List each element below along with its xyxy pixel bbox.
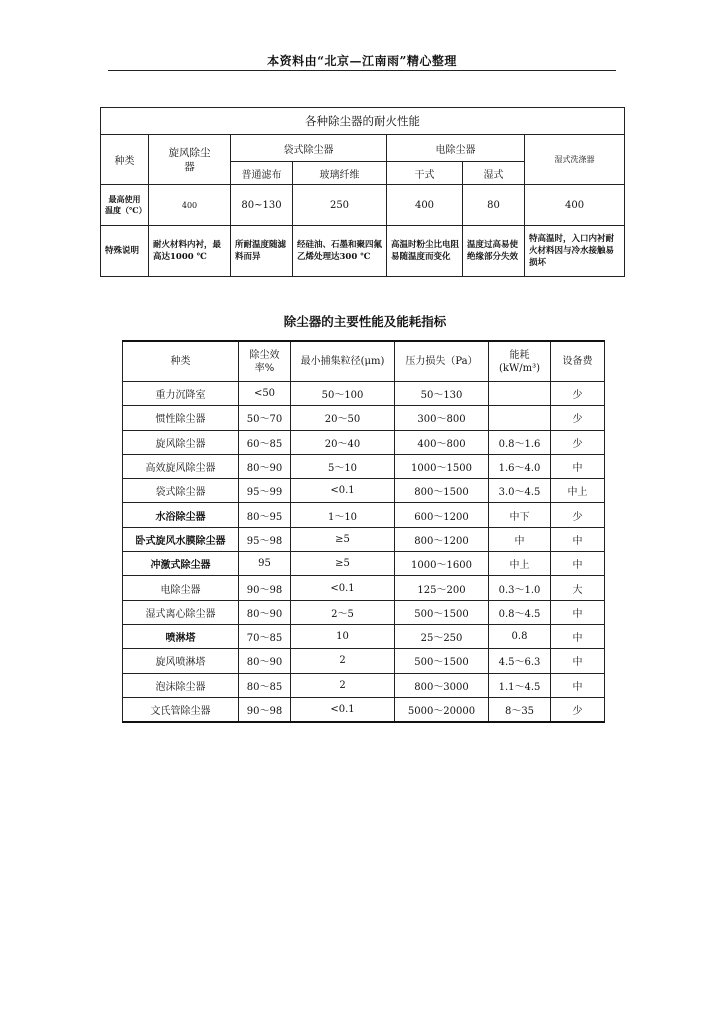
performance-table	[122, 340, 605, 723]
table2-cell	[489, 406, 551, 430]
table2-cell: 5000～20000	[395, 697, 489, 722]
table2-header: 设备费	[551, 341, 605, 382]
table-row	[123, 406, 605, 430]
table1-row-temp	[101, 185, 625, 226]
table2-cell: 1～10	[291, 503, 395, 527]
table2-cell: 少	[551, 503, 605, 527]
table1-cell: 高温时粉尘比电阻易随温度而变化	[387, 226, 463, 277]
table2-cell: 95～99	[239, 479, 291, 503]
page-header: 本资料由“北京—江南雨”精心整理	[267, 54, 457, 68]
table2-cell: <0.1	[291, 697, 395, 722]
table2-title: 除尘器的主要性能及能耗指标	[283, 314, 447, 329]
table2-row-name: 喷淋塔	[123, 624, 239, 648]
table2-cell: 0.8	[489, 624, 551, 648]
table2-row-name: 旋风喷淋塔	[123, 649, 239, 673]
table2-row-name: 泡沫除尘器	[123, 673, 239, 697]
table2-cell	[489, 382, 551, 406]
table-row	[123, 697, 605, 722]
table1-cell: 250	[293, 185, 387, 226]
table-row	[123, 382, 605, 406]
table2-cell: 20～50	[291, 406, 395, 430]
table1-caption: 各种除尘器的耐火性能	[101, 108, 625, 135]
table2-cell: 2	[291, 649, 395, 673]
table2-cell: <0.1	[291, 576, 395, 600]
table1-row-temp-label: 最高使用温度（℃）	[101, 185, 149, 226]
table-row	[123, 503, 605, 527]
table2-cell: 80～90	[239, 649, 291, 673]
table2-cell: 少	[551, 430, 605, 454]
table1-sub-bag-normal: 普通滤布	[231, 162, 293, 185]
table2-cell: 中	[489, 527, 551, 551]
table1-cell: 耐火材料内衬，最高达1000 ℃	[149, 226, 231, 277]
table-row	[123, 600, 605, 624]
table2-cell: 0.8～4.5	[489, 600, 551, 624]
table2-cell: 中	[551, 552, 605, 576]
table2-row-name: 冲激式除尘器	[123, 552, 239, 576]
table2-row-name: 卧式旋风水膜除尘器	[123, 527, 239, 551]
table1-sub-bag-glass: 玻璃纤维	[293, 162, 387, 185]
table2-cell: 少	[551, 697, 605, 722]
table2-cell: ≥5	[291, 527, 395, 551]
table2-cell: 0.3～1.0	[489, 576, 551, 600]
table2-row-name: 电除尘器	[123, 576, 239, 600]
table2-cell: 少	[551, 406, 605, 430]
table1-col-kind: 种类	[101, 135, 149, 185]
table1-col-esp: 电除尘器	[387, 135, 525, 162]
table2-cell: 50～70	[239, 406, 291, 430]
table-row	[123, 479, 605, 503]
table2-cell: 中上	[551, 479, 605, 503]
table2-header: 除尘效率%	[239, 341, 291, 382]
table2-cell: 中上	[489, 552, 551, 576]
table2-row-name: 水浴除尘器	[123, 503, 239, 527]
table2-cell: 中	[551, 600, 605, 624]
table1-row-note	[101, 226, 625, 277]
table2-cell: 3.0～4.5	[489, 479, 551, 503]
table-row	[123, 430, 605, 454]
table1-cell: 温度过高易使绝缘部分失效	[463, 226, 525, 277]
table1-cell: 80	[463, 185, 525, 226]
table1-cell: 80~130	[231, 185, 293, 226]
table2-cell: 95～98	[239, 527, 291, 551]
table1-row-note-label: 特殊说明	[101, 226, 149, 277]
table2-cell: 80～85	[239, 673, 291, 697]
table2-cell: 25～250	[395, 624, 489, 648]
table2-cell: 80～90	[239, 454, 291, 478]
table2-cell: 80～90	[239, 600, 291, 624]
table2-row-name: 文氏管除尘器	[123, 697, 239, 722]
table2-cell: 中	[551, 454, 605, 478]
table2-cell: 1.1～4.5	[489, 673, 551, 697]
table2-row-name: 重力沉降室	[123, 382, 239, 406]
table2-header-row	[123, 341, 605, 382]
table2-cell: 95	[239, 552, 291, 576]
table2-cell: 800～3000	[395, 673, 489, 697]
table2-cell: 600～1200	[395, 503, 489, 527]
table2-header: 压力损失（Pa）	[395, 341, 489, 382]
table-row	[123, 576, 605, 600]
table2-cell: 500～1500	[395, 600, 489, 624]
table2-cell: 中	[551, 624, 605, 648]
table1-col-wet: 湿式洗涤器	[525, 135, 625, 185]
table-row	[123, 454, 605, 478]
table1-col-cyclone: 旋风除尘器	[149, 135, 231, 185]
table1-cell: 所耐温度随滤料而异	[231, 226, 293, 277]
table2-row-name: 惯性除尘器	[123, 406, 239, 430]
table2-row-name: 袋式除尘器	[123, 479, 239, 503]
table2-cell: ≥5	[291, 552, 395, 576]
table-row	[123, 527, 605, 551]
table2-cell: 90～98	[239, 576, 291, 600]
table2-cell: 300～800	[395, 406, 489, 430]
table1-sub-esp-wet: 湿式	[463, 162, 525, 185]
table2-cell: 中	[551, 527, 605, 551]
table-row	[123, 552, 605, 576]
table-row	[123, 649, 605, 673]
table1-cell: 400	[525, 185, 625, 226]
table2-cell: <50	[239, 382, 291, 406]
table2-cell: 400～800	[395, 430, 489, 454]
table2-header: 种类	[123, 341, 239, 382]
table2-cell: 0.8～1.6	[489, 430, 551, 454]
table2-cell: 8～35	[489, 697, 551, 722]
table2-header: 能耗(kW/m³)	[489, 341, 551, 382]
table2-cell: 中	[551, 673, 605, 697]
table2-cell: 2	[291, 673, 395, 697]
table2-cell: 60～85	[239, 430, 291, 454]
table1-cell: 经硅油、石墨和聚四氟乙烯处理达300 ℃	[293, 226, 387, 277]
header-rule	[108, 70, 616, 71]
table2-cell: 10	[291, 624, 395, 648]
table2-cell: 5～10	[291, 454, 395, 478]
table2-cell: 大	[551, 576, 605, 600]
table-row	[123, 673, 605, 697]
table2-cell: 125～200	[395, 576, 489, 600]
table2-cell: 50～130	[395, 382, 489, 406]
table2-cell: 4.5～6.3	[489, 649, 551, 673]
table1-col-bag: 袋式除尘器	[231, 135, 387, 162]
table2-cell: 2～5	[291, 600, 395, 624]
table2-header: 最小捕集粒径(μm)	[291, 341, 395, 382]
table2-cell: 1000～1500	[395, 454, 489, 478]
table2-cell: 70～85	[239, 624, 291, 648]
table2-row-name: 旋风除尘器	[123, 430, 239, 454]
table2-cell: 90～98	[239, 697, 291, 722]
table2-cell: 少	[551, 382, 605, 406]
table2-cell: 800～1500	[395, 479, 489, 503]
table2-cell: 80～95	[239, 503, 291, 527]
table2-row-name: 高效旋风除尘器	[123, 454, 239, 478]
table2-cell: 20～40	[291, 430, 395, 454]
table2-row-name: 湿式离心除尘器	[123, 600, 239, 624]
table2-cell: 1.6～4.0	[489, 454, 551, 478]
table2-cell: 中	[551, 649, 605, 673]
table2-cell: 500～1500	[395, 649, 489, 673]
table2-cell: 800～1200	[395, 527, 489, 551]
table1-cell: 400	[387, 185, 463, 226]
table-row	[123, 624, 605, 648]
table1-cell: 特高温时，入口内衬耐火材料因与冷水接触易损坏	[525, 226, 625, 277]
fire-resistance-table	[100, 107, 625, 277]
table2-cell: 中下	[489, 503, 551, 527]
table2-cell: 1000～1600	[395, 552, 489, 576]
table1-sub-esp-dry: 干式	[387, 162, 463, 185]
table1-cell: 400	[149, 185, 231, 226]
table2-cell: 50～100	[291, 382, 395, 406]
table2-cell: <0.1	[291, 479, 395, 503]
